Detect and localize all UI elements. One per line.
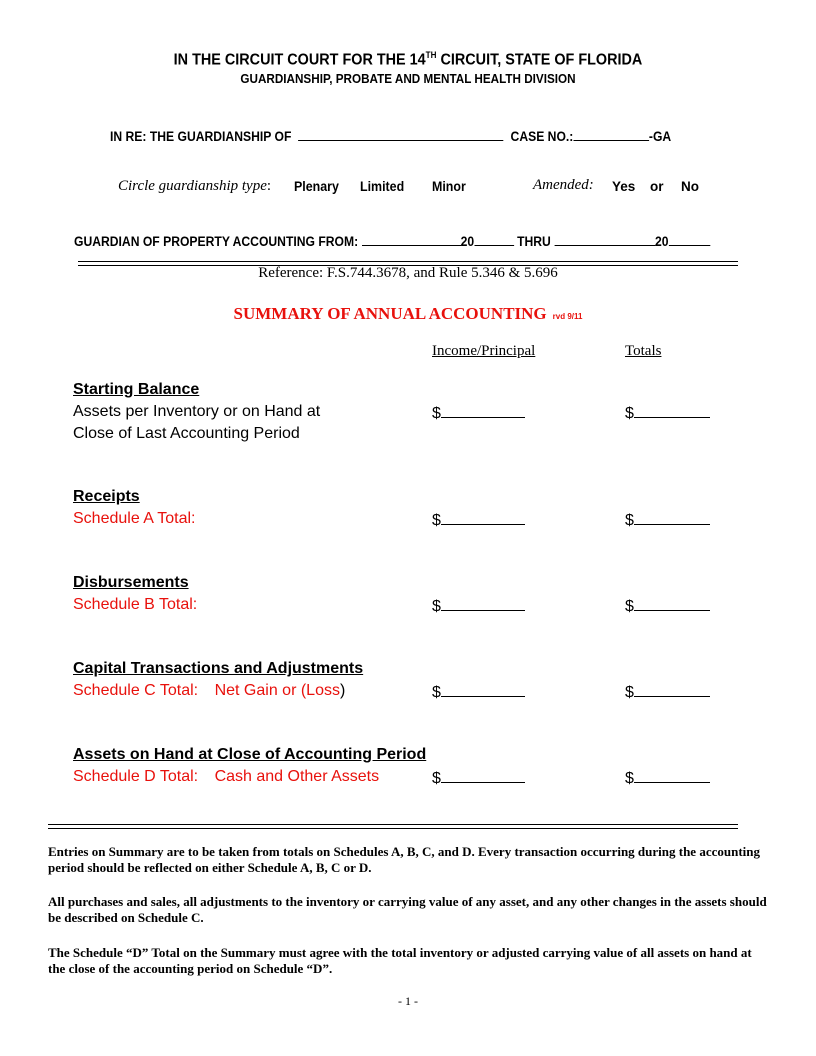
case-number-field[interactable] bbox=[573, 126, 649, 141]
starting-balance-line1: Assets per Inventory or on Hand at bbox=[73, 403, 321, 420]
amended-no[interactable]: No bbox=[681, 179, 699, 194]
section-title-starting-balance: Starting Balance bbox=[73, 381, 200, 398]
guardianship-type-label: Circle guardianship type bbox=[118, 178, 267, 194]
section-title-capital-transactions: Capital Transactions and Adjustments bbox=[73, 660, 364, 677]
schedule-c-total-line: Schedule C Total: Net Gain or (Loss) bbox=[73, 682, 346, 699]
guardianship-type-line: Circle guardianship type: bbox=[118, 178, 272, 194]
amended-label: Amended: bbox=[533, 177, 594, 193]
case-suffix: -GA bbox=[648, 129, 672, 144]
capital-income-amount[interactable]: $ bbox=[432, 682, 525, 702]
guardianship-name-field[interactable] bbox=[298, 126, 503, 141]
schedule-d-detail: Cash and Other Assets bbox=[214, 768, 380, 785]
from-year-field[interactable] bbox=[474, 231, 514, 246]
thru-label: THRU bbox=[517, 234, 551, 249]
receipts-total-amount[interactable]: $ bbox=[625, 510, 710, 530]
amount-blank[interactable] bbox=[634, 403, 710, 418]
schedule-d-total-label: Schedule D Total: bbox=[73, 768, 199, 785]
amount-blank[interactable] bbox=[634, 596, 710, 611]
amended-yes[interactable]: Yes bbox=[612, 179, 636, 194]
schedule-d-total-line bbox=[73, 768, 379, 786]
case-no-label: CASE NO.: bbox=[510, 129, 574, 144]
division-title: GUARDIANSHIP, PROBATE AND MENTAL HEALTH DIVISION bbox=[240, 71, 576, 86]
note-purchases: All purchases and sales, all adjustments to the inventory or carrying value of any asset, and any other changes in the assets should be described on Schedule C. bbox=[48, 894, 767, 925]
amount-blank[interactable] bbox=[634, 510, 710, 525]
court-title-superscript: TH bbox=[425, 50, 437, 60]
thru-date-field[interactable] bbox=[554, 231, 655, 246]
assets-total-amount[interactable]: $ bbox=[625, 768, 710, 788]
amount-blank[interactable] bbox=[441, 510, 525, 525]
capital-total-amount[interactable]: $ bbox=[625, 682, 710, 702]
revision-tag: rvd 9/11 bbox=[552, 312, 583, 321]
schedule-c-detail: Net Gain or (Loss bbox=[214, 682, 340, 699]
option-minor[interactable]: Minor bbox=[432, 179, 466, 194]
section-title-disbursements: Disbursements bbox=[73, 574, 189, 591]
section-title-assets-on-hand: Assets on Hand at Close of Accounting Period bbox=[73, 746, 427, 763]
accounting-period-line bbox=[74, 231, 710, 249]
receipts-income-amount[interactable]: $ bbox=[432, 510, 525, 530]
note-entries: Entries on Summary are to be taken from totals on Schedules A, B, C, and D. Every transaction occurring during the accounting period should be reflected on either Schedule A, B, C or D. bbox=[48, 844, 760, 875]
from-year-prefix: 20 bbox=[460, 234, 475, 249]
in-re-label: IN RE: THE GUARDIANSHIP OF bbox=[110, 129, 292, 144]
starting-balance-income-amount[interactable]: $ bbox=[432, 403, 525, 423]
schedule-a-total-label: Schedule A Total: bbox=[73, 510, 196, 527]
starting-balance-total-amount[interactable]: $ bbox=[625, 403, 710, 423]
amount-blank[interactable] bbox=[441, 403, 525, 418]
amount-blank[interactable] bbox=[441, 768, 525, 783]
amount-blank[interactable] bbox=[634, 682, 710, 697]
from-date-field[interactable] bbox=[362, 231, 461, 246]
starting-balance-line2: Close of Last Accounting Period bbox=[73, 425, 300, 442]
schedule-b-total-label: Schedule B Total: bbox=[73, 596, 198, 613]
thru-year-field[interactable] bbox=[669, 231, 710, 246]
option-limited[interactable]: Limited bbox=[360, 179, 405, 194]
schedule-c-total-label: Schedule C Total: bbox=[73, 682, 199, 699]
disbursements-income-amount[interactable]: $ bbox=[432, 596, 525, 616]
amended-or: or bbox=[650, 179, 664, 194]
court-title: IN THE CIRCUIT COURT FOR THE 14TH CIRCUIT, STATE OF FLORIDA bbox=[173, 50, 643, 69]
assets-income-amount[interactable]: $ bbox=[432, 768, 525, 788]
case-line bbox=[110, 126, 671, 144]
page-number: - 1 - bbox=[398, 994, 418, 1008]
thru-year-prefix: 20 bbox=[655, 234, 669, 249]
column-header-totals: Totals bbox=[625, 343, 662, 359]
amount-blank[interactable] bbox=[441, 682, 525, 697]
summary-title: SUMMARY OF ANNUAL ACCOUNTING rvd 9/11 bbox=[233, 304, 583, 323]
amount-blank[interactable] bbox=[441, 596, 525, 611]
from-label: GUARDIAN OF PROPERTY ACCOUNTING FROM: bbox=[74, 234, 359, 249]
option-plenary[interactable]: Plenary bbox=[294, 179, 339, 194]
amount-blank[interactable] bbox=[634, 768, 710, 783]
note-schedule-d: The Schedule “D” Total on the Summary must agree with the total inventory or adjusted carrying value of all assets on hand at the close of the accounting period on Schedule “D”. bbox=[48, 945, 752, 976]
reference-line: Reference: F.S.744.3678, and Rule 5.346 & 5.696 bbox=[258, 265, 558, 281]
section-title-receipts: Receipts bbox=[73, 488, 140, 505]
notes-divider bbox=[48, 824, 738, 829]
column-header-income-principal: Income/Principal bbox=[432, 343, 536, 359]
disbursements-total-amount[interactable]: $ bbox=[625, 596, 710, 616]
